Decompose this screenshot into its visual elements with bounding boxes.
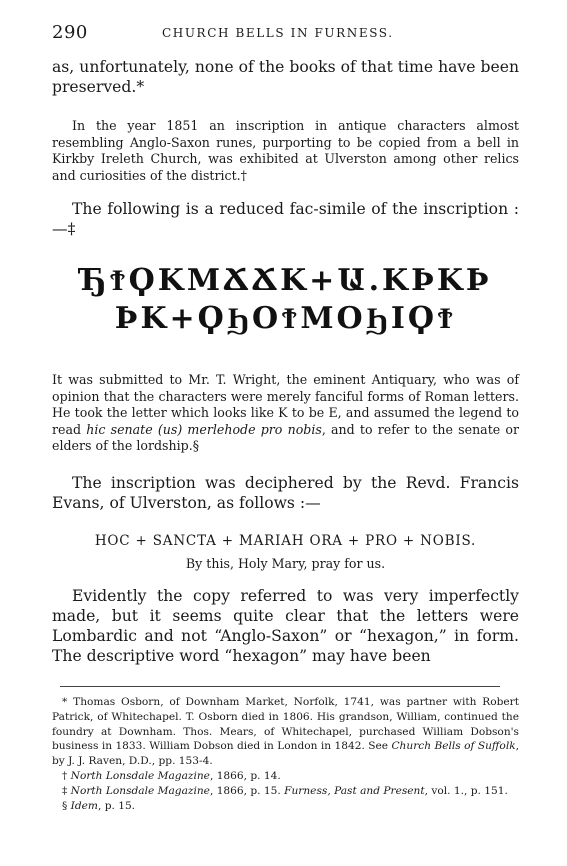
footnote-ddagger-italic: North Lonsdale Magazine	[70, 784, 210, 797]
footnote-ddagger-mid: , 1866, p. 15.	[209, 784, 285, 797]
paragraph-2-text: In the year 1851 an inscription in antique characters almost resembling Anglo-Saxon runes, purporting to be copied from a bell in Kirkby Ireleth Church, was exhibited at Ulverston among other relics and curiosities of the district.†	[52, 118, 519, 183]
page-number: 290	[52, 22, 88, 43]
footnote-double-dagger	[52, 784, 519, 799]
paragraph-6	[52, 587, 519, 667]
footnote-star-italic: Church Bells of Suffolk	[391, 740, 516, 753]
footnote-star	[52, 695, 519, 769]
footnote-dagger	[52, 769, 519, 784]
paragraph-1	[52, 58, 519, 98]
footnote-section	[52, 799, 519, 814]
footnote-divider	[60, 686, 500, 687]
footnote-section-italic: Idem	[70, 799, 98, 812]
running-head: CHURCH BELLS IN FURNESS.	[162, 26, 394, 40]
paragraph-4-text	[52, 372, 519, 455]
paragraph-5-text: The inscription was deciphered by the Revd. Francis Evans, of Ulverston, as follows :—	[52, 474, 519, 512]
inscription-translation: By this, Holy Mary, pray for us.	[185, 556, 386, 571]
footnote-ddagger-italic-2: Furness, Past and Present	[284, 784, 425, 797]
paragraph-6-text: Evidently the copy referred to was very imperfectly made, but it seems quite clear that the letters were Lombardic and not “Anglo-Saxon” or “hexagon,” in form. The descriptive word “hexagon” may have been	[52, 587, 519, 665]
footnote-dagger-text: , 1866, p. 14.	[209, 770, 281, 783]
paragraph-4-part-a: It was submitted to Mr. T. Wright, the eminent Antiquary, who was of opinion that the characters were merely fanciful forms of Roman letters. He took the letter which looks like K to be E, and assumed the legend to read	[52, 372, 519, 437]
footnote-section-text: , p. 15.	[97, 799, 136, 812]
footnote-ddagger-text: , vol. 1., p. 151.	[424, 784, 508, 797]
footnotes	[52, 695, 519, 814]
dagger-mark: †	[62, 770, 71, 783]
facsimile-line-1: ЂϮϘKMՃՃK+Ա.KϷKϷ	[79, 263, 492, 298]
facsimile-line-2: ϷK+ϘϦOϮMOϦIϘϮ	[114, 300, 457, 336]
footnote-star-text: * Thomas Osborn, of Downham Market, Norfolk, 1741, was partner with Robert Patrick, of Whitechapel. T. Osborn died in 1806. His grandson, William, continued the foundry at Downham. Thos. Mears, of Whitechapel, purchased William Dobson's business in 1833. William Dobson died in London in 1842. See	[52, 696, 519, 753]
double-dagger-mark: ‡	[62, 784, 71, 797]
paragraph-5	[52, 474, 519, 514]
paragraph-4-part-b: , and to refer to the senate or elders of the lordship.§	[52, 421, 519, 454]
paragraph-3-text: The following is a reduced fac-simile of the inscription :—‡	[52, 200, 519, 238]
facsimile-inscription	[52, 262, 519, 337]
page-header	[52, 22, 519, 44]
paragraph-3	[52, 200, 519, 240]
paragraph-4-italic: hic senate (us) merlehode pro nobis	[86, 421, 322, 437]
footnote-dagger-italic: North Lonsdale Magazine	[70, 770, 210, 783]
section-mark: §	[62, 799, 71, 812]
paragraph-4	[52, 372, 519, 455]
footnote-star-text-end: , by J. J. Raven, D.D., pp. 153-4.	[52, 740, 519, 768]
inscription-reading: HOC + SANCTA + MARIAH ORA + PRO + NOBIS.	[94, 533, 477, 549]
paragraph-2	[52, 118, 519, 184]
paragraph-1-text: as, unfortunately, none of the books of that time have been preserved.*	[52, 58, 519, 96]
